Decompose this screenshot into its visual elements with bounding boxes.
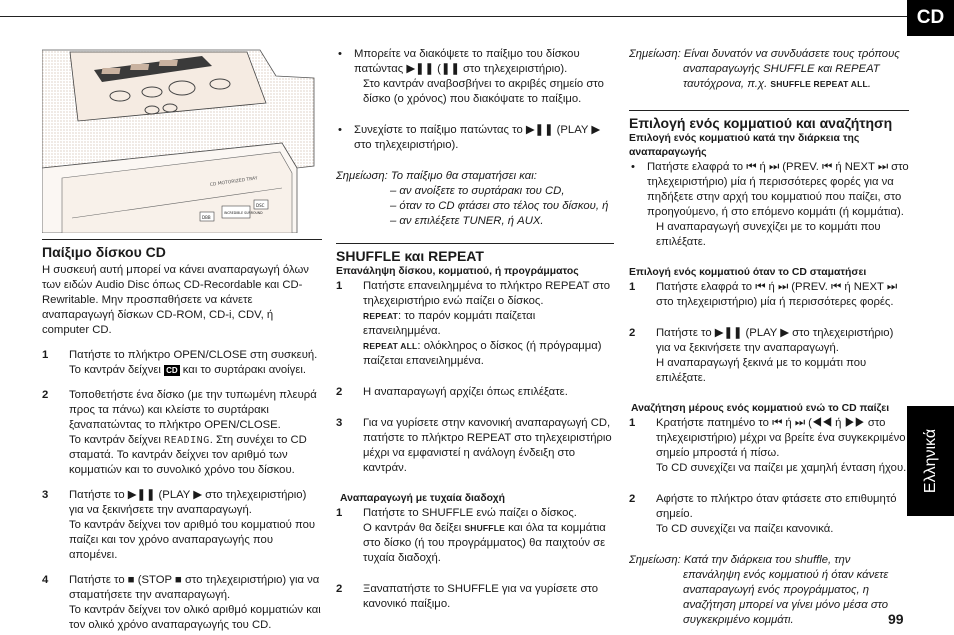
pause-bullet: • Μπορείτε να διακόψετε το παίξιμο του δίσκου πατώντας ▶❚❚ (❚❚ στο τηλεχειριστήριο).	[338, 48, 580, 75]
header-rule	[0, 16, 954, 17]
subheading-select-during-play: Επιλογή ενός κομματιού κατά την διάρκεια της αναπαραγωγής	[629, 133, 860, 158]
language-tab	[907, 406, 954, 516]
search-step-1: 1 Κρατήστε πατημένο το ⏮ ή ⏭ (◀◀ ή ▶▶ στο τηλεχειριστήριο) μέχρι να βρείτε ένα συγκεκριμένο σημείο μπροστά ή πίσω.	[629, 417, 906, 459]
dsc-label: DSC	[256, 203, 265, 208]
subheading-shuffle: Αναπαραγωγή με τυχαία διαδοχή	[340, 493, 505, 504]
search-step-2-result: Το CD συνεχίζει να παίζει κανονικά.	[656, 523, 834, 535]
column-3	[629, 47, 909, 628]
surround-label: INCREDIBLE SURROUND	[224, 211, 263, 215]
header-bar	[0, 0, 954, 36]
resume-bullet: • Συνεχίστε το παίξιμο πατώντας το ▶❚❚ (PLAY ▶ στο τηλεχειριστήριο).	[338, 124, 601, 151]
stop-note-item: – αν ανοίξετε το συρτάρακι του CD,	[390, 185, 565, 197]
subheading-search: Αναζήτηση μέρους ενός κομματιού ενώ το CD παίζει	[631, 403, 890, 414]
language-tab-label: Ελληνικά	[921, 428, 939, 494]
intro-text: Η συσκευή αυτή μπορεί να κάνει αναπαραγωγή όλων των ειδών Audio Disc όπως CD-Recordable και CD-Rewritable. Μην προσπαθήσετε να κάνετε αναπαραγωγή δίσκων CD-ROM, CD-i, CDV, ή computer CD.	[42, 264, 309, 336]
repeat-step-2: 2 Η αναπαραγωγή αρχίζει όπως επιλέξατε.	[336, 386, 568, 398]
cd-display-badge: CD	[166, 366, 178, 375]
step-3-result: Το καντράν δείχνει τον αριθμό του κομματιού που παίζει και τον χρόνο αναπαραγωγής που απομένει.	[69, 519, 316, 561]
repeat-mode-description: REPEAT: το παρόν κομμάτι παίζεται επανειλημμένα.	[363, 310, 536, 337]
step-1: 1 Πατήστε το πλήκτρο OPEN/CLOSE στη συσκευή.	[42, 349, 318, 361]
column-2	[336, 47, 614, 612]
select-during-play-result: Η αναπαραγωγή συνεχίζει με το κομμάτι που επιλέξατε.	[656, 221, 881, 248]
shuffle-step-1: 1 Πατήστε το SHUFFLE ενώ παίζει ο δίσκος.	[336, 507, 577, 519]
section-heading-track-select: Επιλογή ενός κομματιού και αναζήτηση	[629, 110, 909, 132]
search-note: Σημείωση: Κατά την διάρκεια του shuffle, την επανάληψη ενός κομματιού ή όταν κάνετε αναπαραγωγή ενός προγράμματος, η αναζήτηση μπορεί να γίνει μόνο μέσα στο συγκεκριμένο κομμάτι.	[629, 554, 889, 626]
step-4-result: Το καντράν δείχνει τον ολικό αριθμό κομματιών και τον ολικό χρόνο αναπαραγωγής του CD.	[69, 604, 321, 631]
select-stopped-step-2: 2 Πατήστε το ▶❚❚ (PLAY ▶ στο τηλεχειριστήριο) για να ξεκινήσετε την αναπαραγωγή.	[629, 327, 894, 354]
cd-player-illustration	[42, 48, 317, 233]
reading-display-text: READING	[164, 435, 210, 446]
step-2: 2 Τοποθετήστε ένα δίσκο (με την τυπωμένη πλευρά προς τα πάνω) και κλείστε το συρτάρακι ξαναπατώντας το πλήκτρο OPEN/CLOSE.	[42, 389, 317, 431]
step-2-result: Το καντράν δείχνει READING. Στη συνέχει το CD σταματά. Το καντράν δείχνει τον αριθμό των κομματιών και το συνολικό χρόνο του δίσκου.	[69, 434, 307, 476]
select-during-play-bullet: • Πατήστε ελαφρά το ⏮ ή ⏭ (PREV. ⏮ ή NEXT ⏭ στο τηλεχειριστήριο) μία ή περισσότερες φορές για να πηδήξετε στην αρχή του κομματιού που παίζει, στο προηγούμενο, ή στο επόμενο κομμάτι (ή κομμάτια).	[631, 161, 909, 218]
pause-bullet-result: Στο καντράν αναβοσβήνει το ακριβές σημείο στο δίσκο (ο χρόνος) που διακόψατε το παίξιμο.	[363, 78, 604, 105]
search-step-1-result: Το CD συνεχίζει να παίζει με χαμηλή ένταση ήχου.	[656, 462, 907, 474]
subheading-repeat: Επανάληψη δίσκου, κομματιού, ή προγράμματος	[336, 266, 579, 277]
column-1	[42, 239, 322, 633]
stop-note-item: – όταν το CD φτάσει στο τέλος του δίσκου, ή	[390, 200, 609, 212]
subheading-select-when-stopped: Επιλογή ενός κομματιού όταν το CD σταματήσει	[629, 267, 867, 278]
page-number: 99	[888, 611, 904, 627]
stop-note-item: – αν επιλέξετε TUNER, ή AUX.	[390, 215, 544, 227]
shuffle-step-1-result: Ο καντράν θα δείξει SHUFFLE και όλα τα κομμάτια στο δίσκο (ή του προγράμματος) θα παιχτούν σε τυχαία διαδοχή.	[363, 522, 606, 564]
step-4: 4 Πατήστε το ■ (STOP ■ στο τηλεχειριστήριο) για να σταματήσετε την αναπαραγωγή.	[42, 574, 320, 601]
repeat-all-mode-description: REPEAT ALL: ολόκληρος ο δίσκος (ή πρόγραμμα) παίζεται επανειλημμένα.	[363, 340, 602, 367]
select-stopped-step-1: 1 Πατήστε ελαφρά το ⏮ ή ⏭ (PREV. ⏮ ή NEXT ⏭ στο τηλεχειριστήριο) μία ή περισσότερες φορές.	[629, 281, 897, 308]
stop-note: Σημείωση: Το παίξιμο θα σταματήσει και: – αν ανοίξετε το συρτάρακι του CD, – όταν το CD φτάσει στο τέλος του δίσκου, ή – αν επιλέξετε TUNER, ή AUX.	[336, 169, 614, 229]
section-heading-shuffle-repeat: SHUFFLE και REPEAT	[336, 243, 614, 265]
search-step-2: 2 Αφήστε το πλήκτρο όταν φτάσετε στο επιθυμητό σημείο.	[629, 493, 897, 520]
select-stopped-step-2-result: Η αναπαραγωγή ξεκινά με το κομμάτι που επιλέξατε.	[656, 357, 867, 384]
tray-label: CD MOTORIZED TRAY	[209, 176, 259, 188]
section-heading-play-cd: Παίξιμο δίσκου CD	[42, 239, 322, 261]
repeat-step-1: 1 Πατήστε επανειλημμένα το πλήκτρο REPEAT στο τηλεχειριστήριο ενώ παίζει ο δίσκος.	[336, 280, 611, 307]
section-tab-cd: CD	[907, 0, 954, 36]
combine-note: Σημείωση: Είναι δυνατόν να συνδυάσετε τους τρόπους αναπαραγωγής SHUFFLE και REPEAT ταυτόχρονα, π.χ. SHUFFLE REPEAT ALL.	[629, 48, 900, 90]
repeat-step-3: 3 Για να γυρίσετε στην κανονική αναπαραγωγή CD, πατήστε το πλήκτρο REPEAT στο τηλεχειριστήριο μέχρι να εμφανιστεί η ανάλογη ένδειξη στο καντράν.	[336, 417, 612, 474]
step-1-result: Το καντράν δείχνει CD και το συρτάρακι ανοίγει.	[69, 364, 307, 376]
shuffle-step-2: 2 Ξαναπατήστε το SHUFFLE για να γυρίσετε στο κανονικό παίξιμο.	[336, 583, 599, 610]
step-3: 3 Πατήστε το ▶❚❚ (PLAY ▶ στο τηλεχειριστήριο) για να ξεκινήσετε την αναπαραγωγή.	[42, 489, 307, 516]
dbb-label: DBB	[202, 215, 211, 220]
